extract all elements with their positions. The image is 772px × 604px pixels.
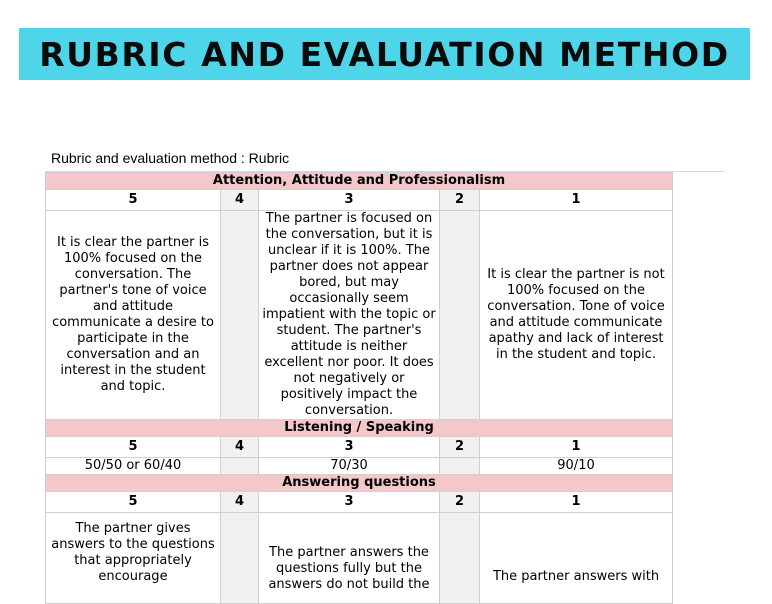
- criteria-cell-5: [46, 513, 221, 604]
- criteria-row: [46, 458, 673, 475]
- score-3: 3: [259, 492, 440, 513]
- section-title: Listening / Speaking: [46, 420, 673, 437]
- score-3: 3: [259, 190, 440, 211]
- criteria-row: [46, 211, 673, 420]
- criteria-cell-1: 90/10: [480, 458, 673, 475]
- section-header-row: [46, 173, 673, 190]
- score-2: 2: [440, 190, 480, 211]
- criteria-cell-2: [440, 458, 480, 475]
- score-2: 2: [440, 437, 480, 458]
- score-row: [46, 190, 673, 211]
- score-1: 1: [480, 492, 673, 513]
- criteria-text: The partner answers with: [492, 569, 660, 584]
- criteria-cell-5: It is clear the partner is 100% focused on the conversation. The partner's tone of voice and attitude communicate a desire to participate in the conversation and an interest in the student and topic.: [46, 211, 221, 420]
- criteria-cell-3: 70/30: [259, 458, 440, 475]
- section-header-row: [46, 475, 673, 492]
- section-title: Answering questions: [46, 475, 673, 492]
- criteria-cell-1: It is clear the partner is not 100% focused on the conversation. Tone of voice and attitude communicate apathy and lack of interest in the student and topic.: [480, 211, 673, 420]
- score-2: 2: [440, 492, 480, 513]
- score-1: 1: [480, 437, 673, 458]
- rubric-caption: Rubric and evaluation method : Rubric: [51, 150, 290, 166]
- criteria-cell-3: The partner is focused on the conversation, but it is unclear if it is 100%. The partner does not appear bored, but may occasionally seem impatient with the topic or student. The partner's attitude is neither excellent nor poor. It does not negatively or positively impact the conversation.: [259, 211, 440, 420]
- score-4: 4: [221, 437, 259, 458]
- score-5: 5: [46, 190, 221, 211]
- score-row: [46, 437, 673, 458]
- criteria-cell-4: [221, 513, 259, 604]
- criteria-cell-3: [259, 513, 440, 604]
- score-3: 3: [259, 437, 440, 458]
- criteria-cell-1: [480, 513, 673, 604]
- section-title: Attention, Attitude and Professionalism: [46, 173, 673, 190]
- score-4: 4: [221, 190, 259, 211]
- criteria-cell-4: [221, 458, 259, 475]
- rubric-table: [45, 172, 673, 604]
- criteria-text: The partner answers the questions fully but the answers do not build the: [268, 545, 430, 592]
- score-5: 5: [46, 492, 221, 513]
- score-row: [46, 492, 673, 513]
- criteria-cell-4: [221, 211, 259, 420]
- score-4: 4: [221, 492, 259, 513]
- criteria-cell-2: [440, 513, 480, 604]
- title-banner: [19, 28, 750, 80]
- criteria-cell-5: 50/50 or 60/40: [46, 458, 221, 475]
- criteria-row: [46, 513, 673, 604]
- criteria-text: The partner gives answers to the questions that appropriately encourage: [51, 521, 215, 584]
- section-header-row: [46, 420, 673, 437]
- banner-title: RUBRIC AND EVALUATION METHOD: [39, 34, 730, 74]
- score-1: 1: [480, 190, 673, 211]
- criteria-cell-2: [440, 211, 480, 420]
- score-5: 5: [46, 437, 221, 458]
